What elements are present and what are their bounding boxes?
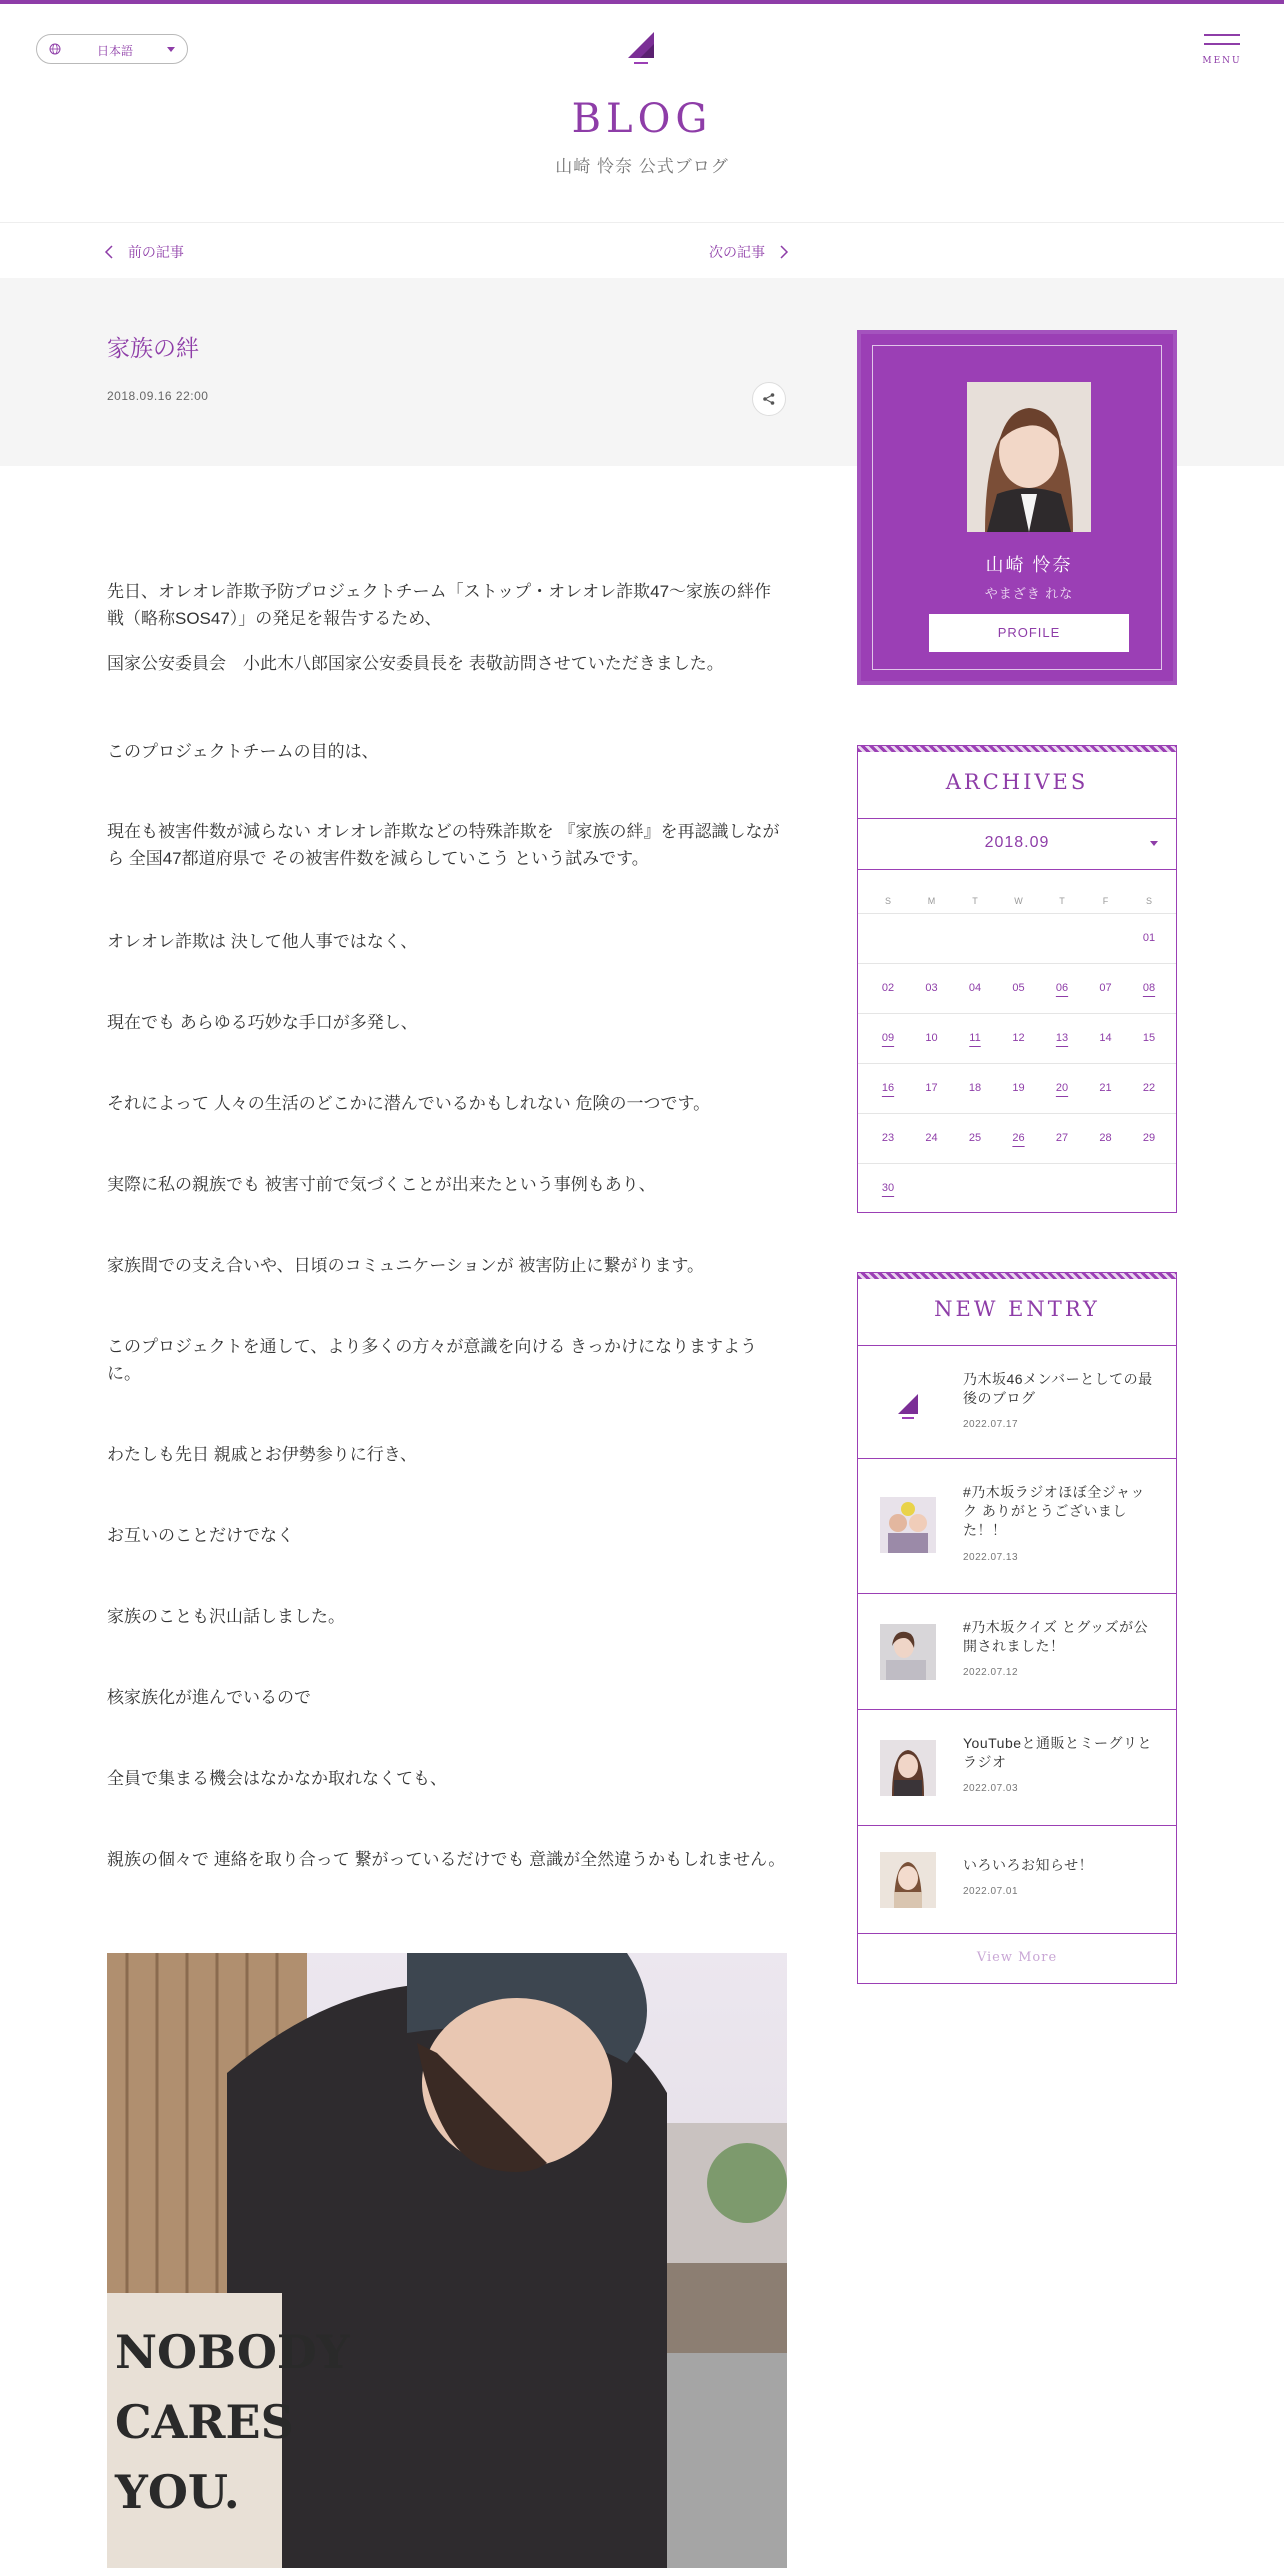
language-selector[interactable]: [36, 34, 188, 64]
entry-item[interactable]: [858, 1825, 1176, 1934]
post-paragraph: 親族の個々で 連絡を取り合って 繋がっているだけでも 意識が全然違うかもしれません。: [107, 1850, 786, 1869]
post-date: 2018.09.16 22:00: [107, 389, 209, 403]
entry-date: 2022.07.13: [963, 1552, 1019, 1563]
entry-title: #乃木坂クイズ とグッズが公開されました！: [963, 1619, 1149, 1654]
calendar-weekday: W: [1014, 896, 1023, 906]
entry-date: 2022.07.12: [963, 1667, 1019, 1678]
calendar-weekday: T: [1059, 896, 1065, 906]
calendar-day[interactable]: 08: [1142, 982, 1156, 994]
calendar-week-row: [858, 1113, 1176, 1164]
new-entry-title: NEW ENTRY: [934, 1297, 1100, 1321]
entry-item[interactable]: [858, 1709, 1176, 1826]
entry-thumbnail: [880, 1852, 936, 1908]
calendar-day: 14: [1099, 1032, 1112, 1044]
post-paragraph: 実際に私の親族でも 被害寸前で気づくことが出来たという事例もあり、: [107, 1175, 656, 1194]
post-paragraph: お互いのことだけでなく: [107, 1526, 294, 1545]
calendar-week-row: [858, 963, 1176, 1014]
profile-kana: やまざき れな: [984, 586, 1074, 601]
calendar-day: 04: [968, 982, 982, 994]
calendar-day[interactable]: 16: [881, 1082, 895, 1094]
post-paragraph: 家族間での支え合いや、日頃のコミュニケーションが 被害防止に繋がります。: [107, 1256, 705, 1275]
profile-card-inner: [872, 345, 1162, 670]
entry-thumbnail: [880, 1497, 936, 1553]
article-nav: [0, 222, 1284, 279]
month-select-value: 2018.09: [984, 834, 1050, 851]
entry-title: 乃木坂46メンバーとしての最後のブログ: [963, 1371, 1153, 1406]
prev-article-label: 前の記事: [127, 244, 184, 260]
nogizaka-logo-icon[interactable]: [622, 28, 658, 70]
profile-card: [857, 330, 1177, 685]
calendar-day[interactable]: 20: [1055, 1082, 1069, 1094]
month-select[interactable]: [858, 818, 1176, 870]
globe-icon: [49, 43, 61, 55]
new-entry-widget: [857, 1272, 1177, 1984]
decorative-border: [858, 1273, 1176, 1279]
post-title: 家族の絆: [107, 335, 199, 361]
calendar-day: 19: [1012, 1082, 1025, 1094]
post-paragraph: 家族のことも沢山話しました。: [107, 1607, 345, 1626]
entry-item[interactable]: [858, 1345, 1176, 1459]
entry-title: YouTubeと通販とミーグリとラジオ: [963, 1735, 1153, 1770]
calendar-day[interactable]: 06: [1055, 982, 1069, 994]
post-paragraph: 国家公安委員会 小此木八郎国家公安委員長を 表敬訪問させていただきました。: [107, 654, 724, 673]
share-icon: [762, 392, 776, 406]
tote-text-line: CARES: [115, 2395, 294, 2449]
post-paragraph: 現在も被害件数が減らない オレオレ詐欺などの特殊詐欺を 『家族の絆』を再認識しながら 全国47都道府県で その被害件数を減らしていこう という試みです。: [107, 822, 780, 868]
post-paragraph: 全員で集まる機会はなかなか取れなくても、: [107, 1769, 447, 1788]
entry-item[interactable]: [858, 1458, 1176, 1594]
chevron-down-icon: [167, 47, 175, 52]
menu-bar: [1204, 43, 1240, 45]
calendar-day[interactable]: 30: [881, 1182, 895, 1194]
calendar-weekday: M: [927, 896, 936, 906]
chevron-left-icon: [104, 245, 114, 259]
calendar-day: 05: [1012, 982, 1025, 994]
language-label: 日本語: [97, 44, 134, 58]
decorative-border: [858, 746, 1176, 752]
calendar-weekday: T: [972, 896, 978, 906]
tote-text-line: NOBODY: [115, 2325, 350, 2379]
calendar-weekdays: [858, 896, 1176, 910]
calendar-day: 03: [925, 982, 938, 994]
calendar-day: 21: [1099, 1082, 1112, 1094]
calendar-week-row: [858, 1063, 1176, 1114]
entry-date: 2022.07.03: [963, 1783, 1019, 1794]
top-accent-line: [0, 0, 1284, 4]
entry-date: 2022.07.17: [963, 1419, 1019, 1430]
calendar-day: 18: [968, 1082, 982, 1094]
next-article-label: 次の記事: [709, 244, 765, 260]
calendar-day: 12: [1012, 1032, 1025, 1044]
calendar-day: 07: [1099, 982, 1112, 994]
calendar-day: 01: [1142, 932, 1156, 944]
calendar-weekday: F: [1102, 896, 1109, 906]
entry-title: #乃木坂ラジオほぼ全ジャック ありがとうございました！！: [963, 1484, 1146, 1538]
chevron-right-icon: [779, 245, 789, 259]
calendar-day: 15: [1142, 1032, 1156, 1044]
post-paragraph: 現在でも あらゆる巧妙な手口が多発し、: [107, 1013, 418, 1032]
entry-item[interactable]: [858, 1593, 1176, 1710]
calendar-day: 22: [1142, 1082, 1156, 1094]
post-paragraph: 先日、オレオレ詐欺予防プロジェクトチーム「ストップ・オレオレ詐欺47～家族の絆作戦（略称SOS47）」の発足を報告するため、: [107, 582, 772, 628]
calendar-day[interactable]: 26: [1012, 1132, 1025, 1144]
menu-button[interactable]: [1202, 34, 1242, 70]
menu-bar: [1204, 34, 1240, 36]
calendar-day: 25: [968, 1132, 982, 1144]
calendar-weekday: S: [1145, 896, 1152, 906]
archives-widget: [857, 745, 1177, 1213]
post-photo-illustration: [107, 1953, 787, 2568]
view-more-link[interactable]: View More: [858, 1933, 1176, 1984]
calendar-day: 24: [925, 1132, 938, 1144]
tote-text-line: YOU.: [115, 2465, 240, 2519]
calendar-day[interactable]: 09: [881, 1032, 895, 1044]
post-photo: [107, 1953, 787, 2568]
calendar-day: 10: [925, 1032, 938, 1044]
calendar-week-row: [858, 913, 1176, 964]
page-title: BLOG: [571, 96, 713, 142]
entry-thumbnail: [880, 1740, 936, 1796]
post-paragraph: それによって 人々の生活のどこかに潜んでいるかもしれない 危険の一つです。: [107, 1094, 711, 1113]
post-paragraph: オレオレ詐欺は 決して他人事ではなく、: [107, 932, 418, 951]
calendar-day: 02: [881, 982, 895, 994]
calendar-week-row: [858, 1163, 1176, 1214]
profile-name: 山崎 怜奈: [985, 555, 1073, 575]
calendar-day: 23: [881, 1132, 895, 1144]
menu-label: MENU: [1202, 56, 1242, 66]
next-article-link[interactable]: [709, 242, 789, 262]
entry-date: 2022.07.01: [963, 1886, 1019, 1897]
calendar-day: 28: [1099, 1132, 1112, 1144]
calendar-day: 27: [1055, 1132, 1069, 1144]
post-paragraph: 核家族化が進んでいるので: [107, 1688, 311, 1707]
calendar-day[interactable]: 13: [1055, 1032, 1069, 1044]
prev-article-link[interactable]: [104, 242, 184, 262]
entry-thumbnail: [880, 1624, 936, 1680]
profile-photo: [967, 382, 1091, 532]
profile-button[interactable]: PROFILE: [929, 614, 1129, 652]
post-paragraph: このプロジェクトを通して、より多くの方々が意識を向ける きっかけになりますように。: [107, 1337, 758, 1383]
post-paragraph: わたしも先日 親戚とお伊勢参りに行き、: [107, 1445, 418, 1464]
page-subtitle: 山崎 怜奈 公式ブログ: [555, 157, 729, 176]
post-paragraph: このプロジェクトチームの目的は、: [107, 742, 379, 761]
share-button[interactable]: [752, 382, 786, 416]
entry-title: いろいろお知らせ！: [963, 1857, 1094, 1873]
calendar-day: 17: [925, 1082, 938, 1094]
entry-thumbnail: [880, 1374, 936, 1430]
archives-title: ARCHIVES: [945, 770, 1089, 794]
calendar-day[interactable]: 11: [969, 1032, 981, 1044]
calendar-week-row: [858, 1013, 1176, 1064]
calendar-day: 29: [1142, 1132, 1156, 1144]
chevron-down-icon: [1150, 841, 1158, 846]
calendar-weekday: S: [884, 896, 891, 906]
